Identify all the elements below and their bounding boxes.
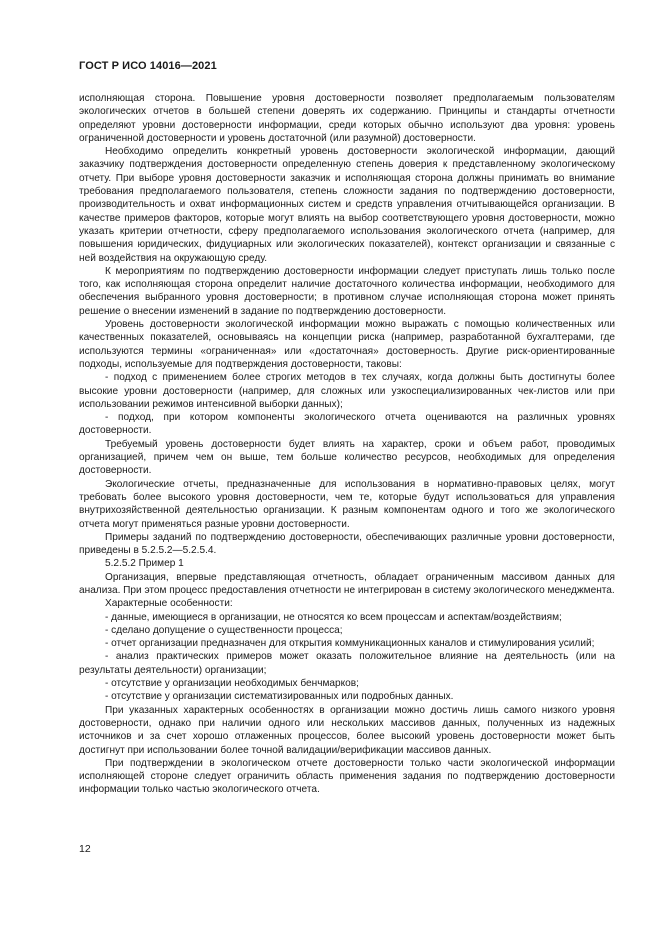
list-item: - подход с применением более строгих методов в тех случаях, когда должны быть достигнуты более высокие уровни достоверности (например, для сложных или узкоспециализированных чек-листов или при использовании режимов интенсивной выборки данных); [79,372,615,410]
list-item: - данные, имеющиеся в организации, не относятся ко всем процессам и аспектам/воздействиям; [105,611,562,623]
list-item: - анализ практических примеров может оказать положительное влияние на деятельность (или на результаты деятельности) организации; [79,651,615,676]
paragraph: Экологические отчеты, предназначенные для использования в нормативно-правовых целях, могут требовать более высокого уровня достоверности, чем те, которые будут использоваться для управления внутрихозяйственной деятельностью организации. К разным компонентам одного и того же экологического отчета могут применяться разные уровни достоверности. [79,478,615,530]
paragraph: Примеры заданий по подтверждению достоверности, обеспечивающих различные уровни достоверности, приведены в 5.2.5.2—5.2.5.4. [79,531,615,557]
list-item: - отсутствие у организации систематизированных или подробных данных. [105,691,454,703]
paragraph: При указанных характерных особенностях в организации можно достичь лишь самого низкого уровня достоверности, однако при наличии одного или нескольких массивов данных, полученных из надежных источников и за счет хорошо отлаженных процессов, более высокий уровень достоверности может быть достигнут при использовании более точной валидации/верификации массивов данных. [79,704,615,756]
list-item: - сделано допущение о существенности процесса; [105,624,343,636]
page-number: 12 [79,843,91,855]
paragraph: Необходимо определить конкретный уровень достоверности экологической информации, дающий заказчику подтверждения достоверности определенную степень доверия к представленному экологическому отчету. При выборе уровня достоверности заказчик и исполняющая сторона должны принимать во внимание требования предполагаемого пользователя, степень сложности задания по подтверждению достоверности, производительность и охват информационных систем и средств управления отчитывающейся организации. В качестве примеров факторов, которые могут влиять на выбор соответствующего уровня достоверности, можно указать критерии отчетности, сферу предполагаемого использования экологического отчета (например, для повышения юридических, фидуциарных или экологических показателей), контекст организации и связанные с ней воздействия на окружающую среду. [79,146,615,264]
paragraph: Требуемый уровень достоверности будет влиять на характер, сроки и объем работ, проводимых организацией, причем чем он выше, тем больше количество ресурсов, необходимых для определения достоверности. [79,438,615,477]
list-item: - отчет организации предназначен для открытия коммуникационных каналов и стимулирования усилий; [105,638,595,650]
paragraph: К мероприятиям по подтверждению достоверности информации следует приступать лишь только после того, как исполняющая сторона определит наличие достаточного количества информации, необходимого для обеспечения выбранного уровня достоверности; в противном случае исполняющая сторона может принять решение о внесении изменений в задание по подтверждению достоверности. [79,265,615,317]
paragraph: Уровень достоверности экологической информации можно выражать с помощью количественных или качественных показателей, основываясь на концепции риска (например, разработанной бухгалтерами, где используются термины «ограниченная» или «достаточная» достоверность. Другие риск-ориентированные подходы, используемые для подтверждения достоверности, таковы: [79,319,615,370]
list-item: - подход, при котором компоненты экологического отчета оцениваются на различных уровнях достоверности. [79,412,615,437]
paragraph: Характерные особенности: [105,598,233,610]
section-heading: 5.2.5.2 Пример 1 [105,558,184,570]
standard-header: ГОСТ Р ИСО 14016—2021 [79,60,217,72]
paragraph-continuation: исполняющая сторона. Повышение уровня достоверности позволяет предполагаемым пользователям экологических отчетов в большей степени доверять их содержанию. Принципы и стандарты отчетности определяют уровни достоверности информации, среди которых обычно используют два уровня: уровень ограниченной достоверности и уровень достаточной (или разумной) достоверности. [79,93,615,144]
paragraph: Организация, впервые представляющая отчетность, обладает ограниченным массивом данных для анализа. При этом процесс предоставления отчетности не интегрирован в систему экологического менеджмента. [79,571,615,596]
paragraph: При подтверждении в экологическом отчете достоверности только части экологической информации исполняющей стороне следует ограничить область применения задания по подтверждению достоверности информации только частью экологического отчета. [79,757,615,796]
body-text [79,92,615,797]
list-item: - отсутствие у организации необходимых бенчмарков; [105,678,359,690]
